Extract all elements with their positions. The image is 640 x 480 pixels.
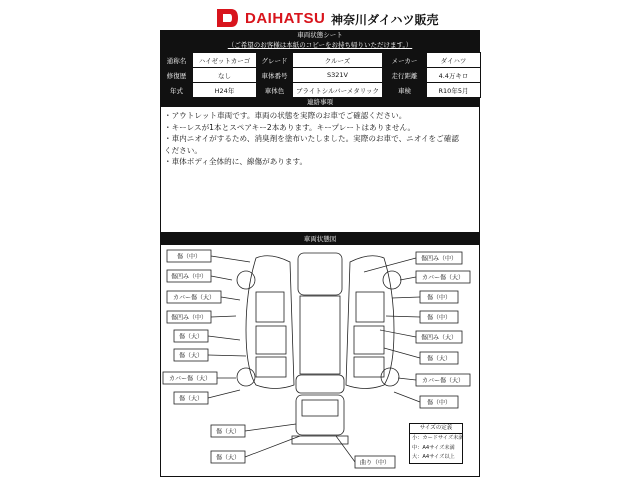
damage-label: カバー傷（大） [421, 377, 465, 385]
damage-label: 傷凹み（中） [420, 255, 458, 263]
leader-line [245, 436, 300, 457]
spec-value: ハイゼットカーゴ [193, 53, 257, 68]
note-line: ・アウトレット車両です。車両の状態を実際のお車でご確認ください。 [164, 111, 407, 120]
spec-label: 年式 [161, 83, 193, 98]
spec-value: なし [193, 68, 257, 83]
leader-line [208, 390, 240, 398]
size-legend [409, 423, 463, 464]
damage-label: 傷（中） [426, 399, 452, 407]
dealer-name: 神奈川ダイハツ販売 [331, 13, 439, 27]
contact-header: 連絡事項 [160, 97, 480, 107]
note-line: ・車体ボディ全体的に、線傷があります。 [164, 157, 308, 166]
leader-line [400, 277, 416, 280]
damage-label: 傷（大） [426, 355, 452, 363]
sheet-title: 車両状態シート [297, 31, 343, 39]
damage-label: 傷（大） [178, 352, 204, 360]
spec-value: S321V [293, 68, 383, 83]
damage-label: 傷（中） [176, 253, 202, 261]
spec-label: 修復歴 [161, 68, 193, 83]
spec-value: 4.4万キロ [427, 68, 481, 83]
diagram-header: 車両状態図 [160, 233, 480, 245]
spec-value: H24年 [193, 83, 257, 98]
spec-value: ブライトシルバーメタリック [293, 83, 383, 98]
spec-label: 車体色 [257, 83, 293, 98]
leader-line [392, 297, 420, 298]
damage-label: 傷（中） [426, 294, 452, 302]
spec-label: 車体番号 [257, 68, 293, 83]
leader-line [394, 392, 420, 402]
spec-value: R10年5月 [427, 83, 481, 98]
sheet-note: （ご希望のお客様は本紙のコピーをお持ち帰りいただけます。） [227, 41, 413, 49]
leader-line [336, 436, 355, 462]
leader-line [398, 378, 416, 380]
legend-row: 小：カードサイズ未満 [412, 435, 464, 441]
damage-label: 傷（大） [178, 333, 204, 341]
leader-line [221, 297, 240, 300]
brand-logo-text: DAIHATSU [245, 10, 326, 27]
damage-label: 傷凹み（中） [170, 273, 208, 281]
leader-line [211, 276, 232, 280]
damage-label: カバー傷（大） [172, 294, 216, 302]
note-line: ・キーレスが1本とスペアキー2本あります。キープレートはありません。 [164, 122, 416, 132]
damage-label: カバー傷（大） [421, 274, 465, 282]
spec-label: グレード [257, 53, 293, 68]
legend-row: 大：A4サイズ以上 [412, 454, 455, 460]
leader-line [211, 316, 236, 317]
damage-label: 傷（大） [215, 454, 241, 462]
damage-label: 傷（中） [426, 314, 452, 322]
spec-value: ダイハツ [427, 53, 481, 68]
damage-label: 傷（大） [178, 395, 204, 403]
damage-label: 傷（大） [215, 428, 241, 436]
spec-label: 通称名 [161, 53, 193, 68]
damage-label: 曲り（中） [359, 459, 391, 467]
spec-label: 走行距離 [383, 68, 427, 83]
leader-line [364, 258, 416, 272]
note-line: ください。 [164, 145, 202, 155]
leader-line [380, 330, 416, 337]
spec-label: メーカー [383, 53, 427, 68]
spec-label: 車検 [383, 83, 427, 98]
leader-line [245, 424, 296, 431]
damage-label: 傷凹み（中） [170, 314, 208, 322]
damage-label: カバー傷（大） [168, 375, 212, 383]
leader-line [386, 316, 420, 317]
spec-value: クルーズ [293, 53, 383, 68]
damage-label: 傷凹み（大） [420, 334, 458, 342]
leader-line [384, 348, 420, 358]
leader-line [208, 336, 240, 340]
legend-title: サイズの定義 [410, 424, 462, 434]
legend-row: 中：A4サイズ未満 [412, 444, 455, 451]
leader-line [211, 256, 250, 262]
note-line: ・車内ニオイがするため、消臭剤を塗布いたしました。実際のお車で、ニオイをご確認 [164, 134, 459, 143]
leader-line [208, 355, 246, 356]
